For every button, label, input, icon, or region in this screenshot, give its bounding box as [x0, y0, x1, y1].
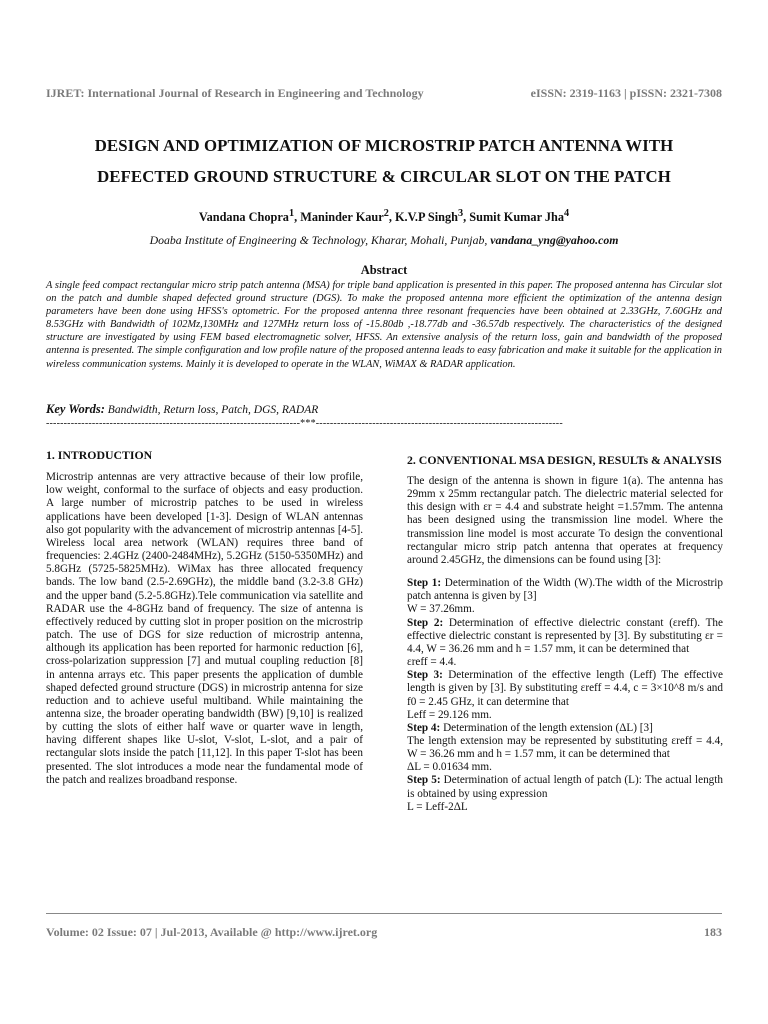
section-divider: ------------------------------------------------------------------------***----------------------------------------------------------------------: [46, 418, 563, 429]
title-line-1: DESIGN AND OPTIMIZATION OF MICROSTRIP PATCH ANTENNA WITH: [94, 136, 674, 155]
keywords-label: Key Words:: [46, 402, 105, 416]
affiliation: [0, 233, 768, 248]
abstract-heading: Abstract: [360, 263, 408, 277]
step-5: [407, 774, 723, 800]
author-name: Sumit Kumar Jha: [469, 210, 565, 225]
author-list: Vandana Chopra$^1$, Maninder Kaur$^2$, K.V.P Singh$^3$, Sumit Kumar Jha$^4$: [198, 208, 570, 225]
page-number: 183: [704, 925, 722, 939]
author-sup: 3: [457, 208, 464, 219]
step-2: [407, 617, 723, 656]
author-sup: 2: [383, 208, 389, 219]
keywords-value: Bandwidth, Return loss, Patch, DGS, RADAR: [107, 404, 319, 416]
step-4-body: The length extension may be represented by substituting εreff = 4.4, W = 36.26 mm and h = 1.57 mm, it can be determined that: [407, 734, 723, 761]
abstract-text: A single feed compact rectangular micro strip patch antenna (MSA) for triple band application is presented in this paper. The proposed antenna has Circular slot on the patch and dumble shaped defected ground structure (DGS). To make the proposed antenna more efficient the optimization of the antenna design parameters have been done using HFSS's optometric. For the proposed antenna three resonant frequencies have been obtained at 2.33GHz, 7.60GHz and 8.53GHz with Bandwidth of 102Mz,130MHz and 127MHz return loss of -15.80db ,-18.77db and -36.57db respectively. The characteristics of the designed structure are investigated by using FEM based electromagnetic solver, HFSS. An extensive analysis of the return loss, gain and bandwidth of the proposed antenna is presented. The simple configuration and low profile nature of the proposed antenna leads to easy fabrication and make it suitable for the application in wireless communication systems. Mainly it is developed to operate in the WLAN, WiMAX & RADAR application.: [46, 280, 722, 370]
intro-heading: 1. INTRODUCTION: [46, 448, 153, 462]
journal-name: IJRET: International Journal of Research in Engineering and Technology: [46, 86, 424, 100]
issn-label: eISSN: 2319-1163 | pISSN: 2321-7308: [530, 86, 722, 100]
step-1: [407, 577, 723, 603]
right-column: [407, 449, 723, 814]
step-3-label: Step 3:: [407, 669, 443, 682]
section2-heading: 2. CONVENTIONAL MSA DESIGN, RESULTs & ANALYSIS: [407, 453, 722, 467]
step-2-result: εreff = 4.4.: [407, 656, 457, 669]
step-4-text: Determination of the length extension (ΔL) [3]: [440, 721, 653, 734]
step-1-text: Determination of the Width (W).The width of the Microstrip patch antenna is given by [3]: [407, 577, 723, 603]
author-sup: 1: [288, 208, 295, 219]
step-1-result: W = 37.26mm.: [407, 603, 475, 616]
keywords: [46, 402, 722, 417]
step-1-label: Step 1:: [407, 577, 442, 590]
running-header: [46, 86, 722, 101]
left-column: [46, 449, 363, 797]
step-3: [407, 669, 723, 708]
author-email: vandana_yng@yahoo.com: [490, 233, 619, 247]
author-name: K.V.P Singh: [394, 210, 458, 225]
step-2-text: Determination of effective dielectric constant (εreff). The effective dielectric constant is represented by [3]. By substituting εr = 4.4, W = 36.26 mm and h = 1.57 mm, it can be determined that: [407, 616, 723, 655]
author-name: Vandana Chopra: [198, 210, 289, 225]
section2-intro: The design of the antenna is shown in figure 1(a). The antenna has 29mm x 25mm rectangular patch. The dielectric material selected for this design with εr = 4.4 and substrate height =1.57mm. The antenna has been designed using the transmission line model. Where the transmission line model is most accurate To design the conventional rectangular micro strip patch antenna that operates at frequency around 2.45GHz, the dimensions can be found using [3]:: [407, 475, 723, 566]
step-5-label: Step 5:: [407, 774, 441, 787]
step-4-result: ΔL = 0.01634 mm.: [407, 761, 492, 774]
title-line-2: DEFECTED GROUND STRUCTURE & CIRCULAR SLOT ON THE PATCH: [97, 167, 671, 186]
step-3-text: Determination of the effective length (Leff) The effective length is given by [3]. By substituting εreff = 4.4, c = 3×10^8 m/s and f0 = 2.45 GHz, it can determine that: [407, 669, 723, 708]
step-2-label: Step 2:: [407, 616, 444, 629]
intro-paragraph: Microstrip antennas are very attractive because of their low profile, low weight, conformal to the surface of objects and easy production. A large number of microstrip patches to be used in wireless applications have been developed [1-3]. Design of WLAN antennas also got popularity with the advancement of microstrip antennas [4-5]. Wireless local area network (WLAN) requires three band of frequencies: 2.4GHz (2400-2484MHz), 5.2GHz (5150-5350MHz) and 5.8GHz (5725-5825MHz). WiMax has three allocated frequency bands. The low band (2.5-2.69GHz), the middle band (3.2-3.8 GHz) and the upper band (5.2-5.8GHz).Tele communication via satellite and RADAR use the 4-8GHz band of frequency. The size of antenna is effectively reduced by cutting slot in proper position on the microstrip patch. The use of DGS for size reduction of microstrip antenna, although its application has been reported for harmonic reduction [6], cross-polarization suppression [7] and mutual coupling reduction [8] in antenna arrays etc. This paper presents the application of dumble shaped defected ground structure (DGS) in microstrip antenna for size reduction and to achieve useful multiband. While maintaining the antenna size, the broader operating bandwidth (BW) [9,10] is realized by cutting the slots of either half wave or quarter wave in length, having different shapes like U-slot, V-slot, L-slot, and a pair of rectangular slots inside the patch [11,12]. In this paper T-slot has been presented. The slot introduces a mode near the fundamental mode of the patch and realizes broadband response.: [46, 471, 363, 786]
step-4: [407, 722, 723, 735]
step-4-label: Step 4:: [407, 721, 441, 734]
paper-title: [30, 130, 738, 192]
step-5-text: Determination of actual length of patch (L): The actual length is obtained by using expression: [407, 774, 723, 800]
author-name: Maninder Kaur: [300, 210, 384, 225]
footer-rule: [46, 913, 722, 914]
author-sup: 4: [564, 208, 570, 219]
step-3-result: Leff = 29.126 mm.: [407, 708, 492, 721]
step-5-result: L = Leff-2ΔL: [407, 800, 468, 813]
page-footer: [46, 925, 722, 940]
footer-volume-info: Volume: 02 Issue: 07 | Jul-2013, Available @ http://www.ijret.org: [46, 925, 378, 939]
affiliation-text: Doaba Institute of Engineering & Technology, Kharar, Mohali, Punjab,: [149, 233, 488, 247]
